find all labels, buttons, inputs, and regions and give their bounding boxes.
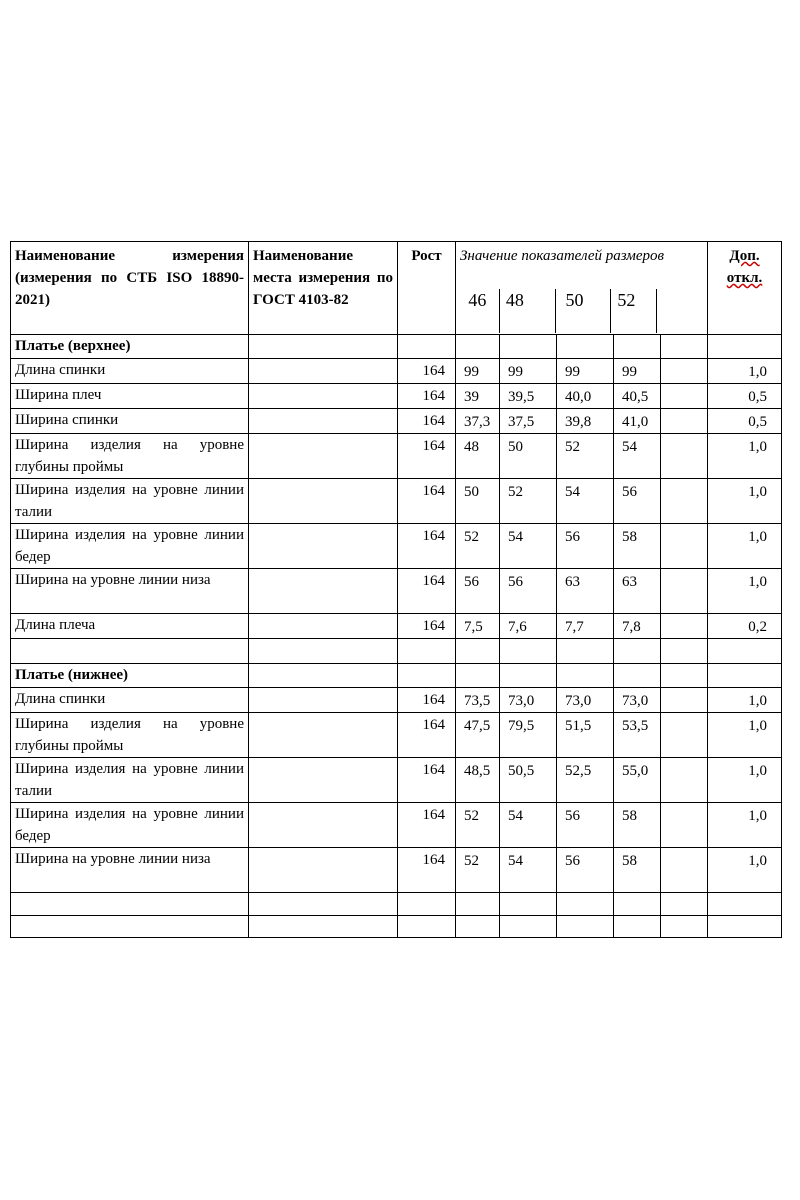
empty-cell xyxy=(708,335,782,359)
empty-row xyxy=(11,639,782,664)
header-rost: Рост xyxy=(398,242,456,335)
empty-cell xyxy=(708,893,782,916)
table-row xyxy=(11,713,782,758)
empty-cell xyxy=(557,664,614,688)
size-value: 58 xyxy=(614,524,661,569)
empty-cell xyxy=(661,614,708,639)
size-value: 58 xyxy=(614,803,661,848)
size-value: 54 xyxy=(500,848,557,893)
empty-cell xyxy=(661,713,708,758)
rost-value: 164 xyxy=(398,569,456,614)
size-chart-table xyxy=(10,241,782,938)
empty-cell xyxy=(661,639,708,664)
size-value: 56 xyxy=(500,569,557,614)
measurement-place xyxy=(249,569,398,614)
tolerance-value: 1,0 xyxy=(708,713,782,758)
size-label: 48 xyxy=(500,289,556,333)
rost-value: 164 xyxy=(398,713,456,758)
measurement-place xyxy=(249,359,398,384)
rost-value: 164 xyxy=(398,688,456,713)
empty-cell xyxy=(456,335,500,359)
measurement-place xyxy=(249,803,398,848)
tolerance-value: 1,0 xyxy=(708,524,782,569)
tolerance-value: 1,0 xyxy=(708,569,782,614)
size-value: 48,5 xyxy=(456,758,500,803)
tolerance-value: 1,0 xyxy=(708,359,782,384)
size-value: 39,8 xyxy=(557,409,614,434)
empty-cell xyxy=(661,335,708,359)
empty-cell xyxy=(398,639,456,664)
size-value: 79,5 xyxy=(500,713,557,758)
empty-cell xyxy=(557,916,614,938)
empty-cell xyxy=(708,639,782,664)
measurement-name: Ширина на уровне линии низа xyxy=(11,848,249,893)
empty-cell xyxy=(614,893,661,916)
rost-value: 164 xyxy=(398,803,456,848)
size-value: 99 xyxy=(557,359,614,384)
empty-cell xyxy=(614,916,661,938)
empty-cell xyxy=(661,409,708,434)
empty-cell xyxy=(557,893,614,916)
measurement-name: Длина спинки xyxy=(11,359,249,384)
empty-row xyxy=(11,916,782,938)
tolerance-value: 1,0 xyxy=(708,434,782,479)
empty-cell xyxy=(708,664,782,688)
size-value: 73,0 xyxy=(557,688,614,713)
measurement-place xyxy=(249,614,398,639)
empty-cell xyxy=(661,848,708,893)
header-measurement-name: Наименование измерения (измерения по СТБ ISO 18890-2021) xyxy=(11,242,249,335)
empty-cell xyxy=(500,639,557,664)
size-value: 48 xyxy=(456,434,500,479)
size-value: 63 xyxy=(614,569,661,614)
table-row xyxy=(11,803,782,848)
table-row xyxy=(11,409,782,434)
tolerance-value: 1,0 xyxy=(708,803,782,848)
empty-cell xyxy=(398,893,456,916)
size-value: 52 xyxy=(456,524,500,569)
rost-value: 164 xyxy=(398,384,456,409)
size-value: 73,0 xyxy=(614,688,661,713)
size-labels xyxy=(456,289,703,333)
table-row xyxy=(11,434,782,479)
header-row xyxy=(11,242,782,335)
empty-cell xyxy=(661,479,708,524)
header-measurement-place: Наименование места измерения по ГОСТ 4103-82 xyxy=(249,242,398,335)
empty-cell xyxy=(614,639,661,664)
measurement-place xyxy=(249,688,398,713)
size-value: 47,5 xyxy=(456,713,500,758)
size-value: 53,5 xyxy=(614,713,661,758)
section-title: Платье (верхнее) xyxy=(11,335,249,359)
table-row xyxy=(11,614,782,639)
size-value: 52 xyxy=(500,479,557,524)
size-value: 40,0 xyxy=(557,384,614,409)
table-row xyxy=(11,359,782,384)
empty-cell xyxy=(661,803,708,848)
size-value: 50 xyxy=(456,479,500,524)
measurement-name: Ширина изделия на уровне линии талии xyxy=(11,758,249,803)
empty-cell xyxy=(249,893,398,916)
size-value: 73,0 xyxy=(500,688,557,713)
table-row xyxy=(11,688,782,713)
header-values-label: Значение показателей размеров xyxy=(460,248,664,264)
size-value: 54 xyxy=(614,434,661,479)
size-value: 52 xyxy=(557,434,614,479)
empty-cell xyxy=(398,335,456,359)
size-value: 56 xyxy=(614,479,661,524)
tolerance-value: 1,0 xyxy=(708,688,782,713)
size-value: 51,5 xyxy=(557,713,614,758)
size-value: 99 xyxy=(456,359,500,384)
measurement-place xyxy=(249,384,398,409)
empty-cell xyxy=(557,639,614,664)
empty-cell xyxy=(500,916,557,938)
measurement-place xyxy=(249,524,398,569)
measurement-name: Ширина изделия на уровне линии талии xyxy=(11,479,249,524)
table-row xyxy=(11,384,782,409)
empty-cell xyxy=(398,916,456,938)
rost-value: 164 xyxy=(398,524,456,569)
empty-cell xyxy=(11,893,249,916)
measurement-name: Ширина на уровне линии низа xyxy=(11,569,249,614)
table-row xyxy=(11,569,782,614)
empty-cell xyxy=(557,335,614,359)
measurement-name: Ширина изделия на уровне глубины проймы xyxy=(11,713,249,758)
tolerance-value: 0,2 xyxy=(708,614,782,639)
empty-cell xyxy=(614,335,661,359)
size-value: 50 xyxy=(500,434,557,479)
empty-cell xyxy=(456,639,500,664)
size-value: 41,0 xyxy=(614,409,661,434)
measurement-place xyxy=(249,479,398,524)
size-value: 56 xyxy=(557,524,614,569)
size-label: 52 xyxy=(611,289,657,333)
empty-cell xyxy=(249,639,398,664)
size-value: 58 xyxy=(614,848,661,893)
size-value: 54 xyxy=(557,479,614,524)
section-row xyxy=(11,664,782,688)
empty-cell xyxy=(456,893,500,916)
measurement-place xyxy=(249,758,398,803)
empty-cell xyxy=(500,335,557,359)
rost-value: 164 xyxy=(398,409,456,434)
header-values xyxy=(456,242,708,335)
measurement-place xyxy=(249,409,398,434)
empty-cell xyxy=(614,664,661,688)
empty-cell xyxy=(456,664,500,688)
measurement-place xyxy=(249,848,398,893)
empty-cell xyxy=(500,893,557,916)
size-value: 54 xyxy=(500,803,557,848)
measurement-name: Длина спинки xyxy=(11,688,249,713)
measurement-name: Ширина спинки xyxy=(11,409,249,434)
size-value: 7,7 xyxy=(557,614,614,639)
rost-value: 164 xyxy=(398,359,456,384)
size-value: 52,5 xyxy=(557,758,614,803)
tolerance-value: 0,5 xyxy=(708,384,782,409)
table-row xyxy=(11,524,782,569)
size-value: 63 xyxy=(557,569,614,614)
empty-cell xyxy=(661,916,708,938)
empty-cell xyxy=(249,335,398,359)
empty-cell xyxy=(708,916,782,938)
measurement-name: Ширина плеч xyxy=(11,384,249,409)
table-row xyxy=(11,479,782,524)
measurement-name: Ширина изделия на уровне линии бедер xyxy=(11,803,249,848)
table-row xyxy=(11,848,782,893)
size-value: 39 xyxy=(456,384,500,409)
measurement-name: Ширина изделия на уровне глубины проймы xyxy=(11,434,249,479)
size-value: 56 xyxy=(456,569,500,614)
tolerance-value: 0,5 xyxy=(708,409,782,434)
size-value: 37,3 xyxy=(456,409,500,434)
tolerance-value: 1,0 xyxy=(708,848,782,893)
size-value: 52 xyxy=(456,848,500,893)
size-value: 7,6 xyxy=(500,614,557,639)
size-value: 73,5 xyxy=(456,688,500,713)
size-value: 55,0 xyxy=(614,758,661,803)
rost-value: 164 xyxy=(398,434,456,479)
measurement-place xyxy=(249,434,398,479)
empty-cell xyxy=(661,758,708,803)
empty-cell xyxy=(11,639,249,664)
empty-cell xyxy=(661,359,708,384)
size-value: 99 xyxy=(500,359,557,384)
empty-cell xyxy=(249,664,398,688)
size-value: 50,5 xyxy=(500,758,557,803)
measurement-name: Ширина изделия на уровне линии бедер xyxy=(11,524,249,569)
empty-cell xyxy=(661,569,708,614)
empty-cell xyxy=(661,524,708,569)
empty-cell xyxy=(500,664,557,688)
size-label: 46 xyxy=(456,289,500,333)
measurement-name: Длина плеча xyxy=(11,614,249,639)
header-tolerance: Доп. откл. xyxy=(708,242,782,335)
section-row xyxy=(11,335,782,359)
rost-value: 164 xyxy=(398,758,456,803)
size-value: 99 xyxy=(614,359,661,384)
size-value: 7,5 xyxy=(456,614,500,639)
size-value: 39,5 xyxy=(500,384,557,409)
section-title: Платье (нижнее) xyxy=(11,664,249,688)
empty-row xyxy=(11,893,782,916)
empty-cell xyxy=(661,688,708,713)
tolerance-value: 1,0 xyxy=(708,758,782,803)
empty-cell xyxy=(398,664,456,688)
empty-cell xyxy=(661,664,708,688)
size-value: 52 xyxy=(456,803,500,848)
tolerance-value: 1,0 xyxy=(708,479,782,524)
rost-value: 164 xyxy=(398,614,456,639)
rost-value: 164 xyxy=(398,848,456,893)
size-value: 37,5 xyxy=(500,409,557,434)
empty-cell xyxy=(456,916,500,938)
empty-cell xyxy=(661,434,708,479)
empty-cell xyxy=(249,916,398,938)
size-label: 50 xyxy=(556,289,612,333)
size-value: 54 xyxy=(500,524,557,569)
size-label-empty xyxy=(657,289,703,333)
size-value: 56 xyxy=(557,848,614,893)
size-value: 56 xyxy=(557,803,614,848)
empty-cell xyxy=(661,893,708,916)
size-value: 40,5 xyxy=(614,384,661,409)
rost-value: 164 xyxy=(398,479,456,524)
measurement-place xyxy=(249,713,398,758)
empty-cell xyxy=(661,384,708,409)
empty-cell xyxy=(11,916,249,938)
size-value: 7,8 xyxy=(614,614,661,639)
table-row xyxy=(11,758,782,803)
